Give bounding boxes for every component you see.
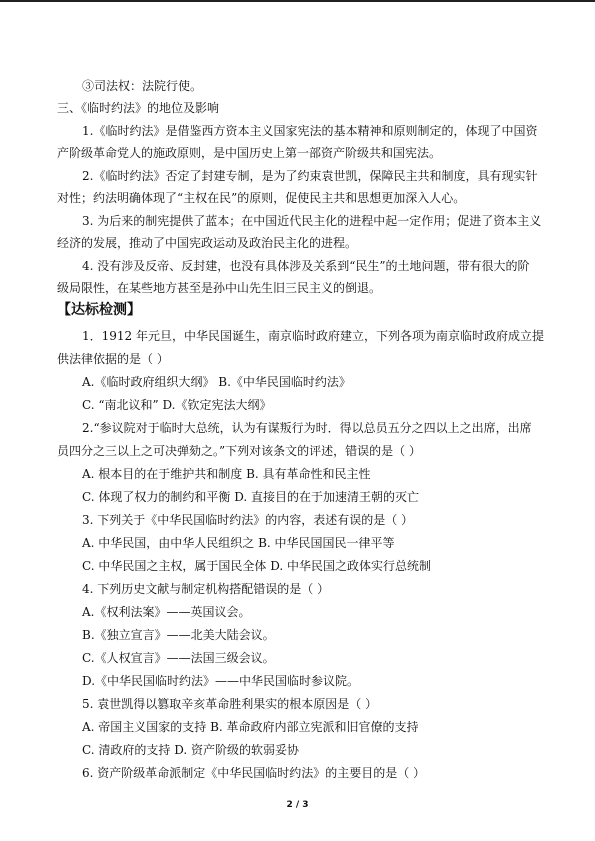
question-2-options-cd: C. 体现了权力的制约和平衡 D. 直接目的在于加速清王朝的灭亡 [82,490,420,504]
question-5-options-ab: A. 帝国主义国家的支持 B. 革命政府内部立宪派和旧官僚的支持 [82,720,419,734]
text-line: 产阶级革命党人的施政原则，是中国历史上第一部资产阶级共和国宪法。 [57,146,442,160]
text-line: 1.《临时约法》是借鉴西方资本主义国家宪法的基本精神和原则制定的，体现了中国资 [82,124,538,138]
question-6: 6. 资产阶级革命派制定《中华民国临时约法》的主要目的是（ ） [82,766,426,780]
question-1-cont: 供法律依据的是（ ） [57,352,169,366]
section-heading-status: 三、《临时约法》的地位及影响 [57,101,220,115]
question-5: 5. 袁世凯得以篡取辛亥革命胜利果实的根本原因是（ ） [82,697,378,711]
question-1-options-ab: A.《临时政府组织大纲》 B.《中华民国临时约法》 [82,375,351,389]
text-line: 2.《临时约法》否定了封建专制，是为了约束袁世凯，保障民主共和制度，具有现实针 [82,169,538,183]
section-heading-quiz: 【达标检测】 [57,302,141,318]
question-2-cont: 员四分之三以上之可决弹劾之。”下列对该条文的评述，错误的是（ ） [57,444,421,458]
question-2: 2.“参议院对于临时大总统，认为有谋叛行为时．得以总员五分之四以上之出席，出席 [82,421,532,435]
question-3: 3. 下列关于《中华民国临时约法》的内容，表述有误的是（ ） [82,513,414,527]
text-line: 级局限性，在某些地方甚至是孙中山先生旧三民主义的倒退。 [57,281,382,295]
question-4-option-d: D.《中华民国临时约法》——中华民国临时参议院。 [82,674,360,688]
question-4-option-a: A.《权利法案》——英国议会。 [82,605,251,619]
question-1-options-cd: C. “南北议和” D.《钦定宪法大纲》 [82,398,272,412]
text-line: 经济的发展，推动了中国宪政运动及政治民主化的进程。 [57,236,358,250]
text-line: 4. 没有涉及反帝、反封建，也没有具体涉及关系到“民生”的土地问题，带有很大的阶 [82,259,530,273]
top-border [0,0,595,2]
text-line: 对性；约法明确体现了“主权在民”的原则，促使民主共和思想更加深入人心。 [57,191,466,205]
page-number: 2 / 3 [286,800,309,810]
question-4: 4. 下列历史文献与制定机构搭配错误的是（ ） [82,582,330,596]
text-line-judicial: ③司法权：法院行使。 [82,79,203,93]
question-4-option-c: C.《人权宣言》——法国三级会议。 [82,651,275,665]
text-line: 3. 为后来的制宪提供了蓝本；在中国近代民主化的进程中起一定作用；促进了资本主义 [82,214,542,228]
question-3-options-cd: C. 中华民国之主权，属于国民全体 D. 中华民国之政体实行总统制 [82,559,432,573]
question-4-option-b: B.《独立宣言》——北美大陆会议。 [82,628,275,642]
question-5-options-cd: C. 清政府的支持 D. 资产阶级的软弱妥协 [82,743,300,757]
question-3-options-ab: A. 中华民国，由中华人民组织之 B. 中华民国国民一律平等 [82,536,395,550]
question-1: 1．1912 年元旦，中华民国诞生，南京临时政府建立，下列各项为南京临时政府成立提 [82,329,544,343]
question-2-options-ab: A. 根本目的在于维护共和制度 B. 具有革命性和民主性 [82,467,371,481]
